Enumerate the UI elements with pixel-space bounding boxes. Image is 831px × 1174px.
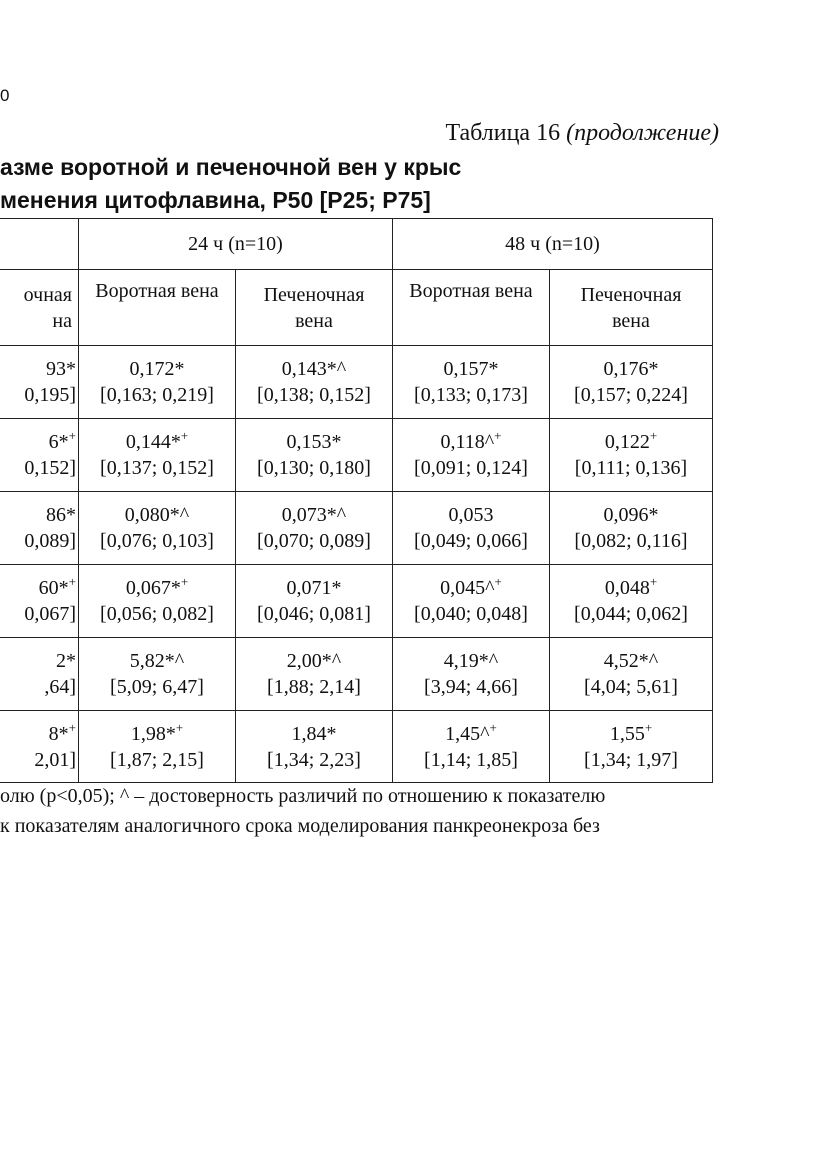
- cell-value: 0,157*: [443, 358, 499, 380]
- cell-range: [1,34; 1,97]: [584, 748, 678, 771]
- table-cell-cut: [0, 638, 79, 711]
- cell-range: [0,163; 0,219]: [100, 384, 214, 406]
- cell-range: 0,195]: [24, 384, 76, 406]
- cell-range: [3,94; 4,66]: [424, 676, 518, 698]
- cell-value-line: [550, 575, 712, 601]
- cell-value-line: [79, 502, 235, 528]
- cell-value-line: [550, 502, 712, 528]
- cell-superscript: +: [68, 428, 76, 443]
- table-row: [0, 419, 713, 492]
- table-cell: [550, 492, 713, 565]
- table-row: [0, 638, 713, 711]
- cell-range: [0,049; 0,066]: [414, 530, 528, 552]
- cell-range: [0,111; 0,136]: [574, 457, 688, 479]
- cell-value: 0,153*: [286, 431, 342, 453]
- cell-range: [1,34; 2,23]: [267, 748, 361, 771]
- table-cell: [236, 638, 393, 711]
- cell-range: [0,046; 0,081]: [257, 603, 371, 625]
- table-cell: [236, 492, 393, 565]
- footnote-line-1: олю (p<0,05); ^ – достоверность различий по отношению к показателю: [0, 785, 606, 807]
- header-hepatic-line-1: Печеночная: [263, 283, 365, 306]
- cell-value: 0,172*: [129, 358, 185, 380]
- table-cell: [79, 711, 236, 783]
- cell-superscript: +: [180, 428, 189, 443]
- cell-superscript: +: [175, 719, 184, 735]
- cell-range: [0,044; 0,062]: [574, 603, 688, 625]
- cell-value-line: [236, 721, 392, 747]
- cell-value: 2*: [56, 650, 76, 672]
- cell-value: 1,55: [609, 722, 645, 745]
- table-cell: [550, 711, 713, 783]
- table-cell: [236, 565, 393, 638]
- cell-value: 0,144*: [125, 431, 181, 453]
- table-cell: [79, 565, 236, 638]
- cell-range: [0,091; 0,124]: [414, 457, 528, 479]
- cell-value-line: [236, 502, 392, 528]
- table-cell: [550, 638, 713, 711]
- cell-value: 0,053: [448, 504, 494, 526]
- cell-value-line: [0, 502, 76, 528]
- cell-value-line: [393, 648, 549, 674]
- header-cut-hepatic: [0, 270, 79, 346]
- page-number: 0: [0, 86, 10, 105]
- cell-value: 0,073*^: [281, 504, 347, 526]
- header-group-24h: 24 ч (n=10): [79, 219, 393, 270]
- cell-range: [0,133; 0,173]: [414, 384, 528, 406]
- data-table: [0, 218, 713, 783]
- table-cell: [393, 565, 550, 638]
- cell-superscript: +: [494, 574, 502, 589]
- cell-superscript: +: [649, 574, 658, 589]
- cell-value-line: [550, 721, 712, 747]
- table-title-line-1: азме воротной и печеночной вен у крыс: [0, 154, 462, 180]
- table-cell-cut: [0, 565, 79, 638]
- cell-superscript: +: [494, 428, 502, 443]
- header-cut-line-1: очная: [23, 283, 72, 306]
- header-portal-48h: Воротная вена: [393, 270, 550, 346]
- cell-value: 0,143*^: [281, 358, 347, 380]
- cell-range: [1,87; 2,15]: [110, 748, 204, 771]
- header-group-48h: 48 ч (n=10): [393, 219, 713, 270]
- cell-range: [5,09; 6,47]: [110, 676, 204, 698]
- cell-value: 2,00*^: [286, 650, 342, 672]
- cell-value-line: [79, 429, 235, 455]
- cell-value-line: [236, 429, 392, 455]
- cell-value-line: [0, 429, 76, 455]
- cell-value-line: [550, 356, 712, 382]
- cell-value-line: [550, 648, 712, 674]
- header-cut-line-2: на: [52, 309, 72, 332]
- header-portal-24h: Воротная вена: [79, 270, 236, 346]
- cell-value-line: [393, 356, 549, 382]
- cell-superscript: +: [180, 574, 189, 589]
- cell-value-line: [79, 356, 235, 382]
- cell-value: 6*: [48, 431, 69, 453]
- cell-value-line: [0, 721, 76, 747]
- table-cell: [550, 346, 713, 419]
- cell-range: [0,040; 0,048]: [414, 603, 528, 625]
- table-row: [0, 346, 713, 419]
- cell-value-line: [0, 356, 76, 382]
- cell-value-line: [393, 575, 549, 601]
- table-cell: [236, 419, 393, 492]
- table-row: [0, 565, 713, 638]
- table-cell: [236, 346, 393, 419]
- cell-range: [0,082; 0,116]: [574, 530, 688, 552]
- cell-value: 0,067*: [125, 577, 181, 599]
- cell-value: 4,19*^: [443, 650, 499, 672]
- table-cell: [236, 711, 393, 783]
- cell-value-line: [393, 721, 549, 747]
- cell-range: ,64]: [44, 676, 76, 698]
- table-cell: [393, 711, 550, 783]
- header-hepatic-48h: [550, 270, 713, 346]
- table-cell: [79, 419, 236, 492]
- cell-value: 1,98*: [130, 722, 176, 745]
- cell-range: [0,070; 0,089]: [257, 530, 371, 552]
- cell-range: [0,076; 0,103]: [100, 530, 214, 552]
- cell-superscript: +: [644, 719, 653, 735]
- cell-value: 1,84*: [291, 722, 337, 745]
- cell-value: 0,045^: [440, 577, 495, 599]
- cell-range: [4,04; 5,61]: [584, 676, 678, 698]
- cell-range: [0,130; 0,180]: [257, 457, 371, 479]
- table-label: [445, 120, 719, 147]
- cell-value: 5,82*^: [129, 650, 185, 672]
- table-cell-cut: [0, 346, 79, 419]
- cell-value: 0,096*: [603, 504, 659, 526]
- footnote-line-2: к показателям аналогичного срока моделирования панкреонекроза без: [0, 815, 600, 837]
- cell-value-line: [393, 502, 549, 528]
- cell-value: 0,071*: [286, 577, 342, 599]
- table-label-continuation: (продолжение): [566, 120, 719, 146]
- cell-value: 4,52*^: [603, 650, 659, 672]
- cell-superscript: +: [68, 719, 76, 735]
- cell-value: 86*: [46, 504, 76, 526]
- header-hepatic-24h: [236, 270, 393, 346]
- header-hepatic-line-2: вена: [612, 309, 650, 332]
- cell-value: 0,122: [604, 431, 650, 453]
- cell-superscript: +: [489, 719, 497, 735]
- cell-value: 0,118^: [440, 431, 495, 453]
- header-cut-cell: [0, 219, 79, 270]
- table-label-main: Таблица 16: [445, 120, 561, 146]
- cell-value-line: [79, 721, 235, 747]
- cell-value-line: [0, 648, 76, 674]
- cell-value: 1,45^: [445, 722, 490, 745]
- table-cell: [550, 565, 713, 638]
- table-cell: [79, 492, 236, 565]
- cell-value-line: [236, 356, 392, 382]
- table-cell: [393, 346, 550, 419]
- header-row-groups: [0, 219, 713, 270]
- cell-value-line: [236, 575, 392, 601]
- table-cell: [393, 492, 550, 565]
- table-cell: [79, 346, 236, 419]
- cell-range: [1,14; 1,85]: [424, 748, 518, 771]
- cell-value: 0,080*^: [124, 504, 190, 526]
- cell-range: 0,067]: [24, 603, 76, 625]
- table-row: [0, 492, 713, 565]
- cell-range: 0,152]: [24, 457, 76, 479]
- header-hepatic-line-1: Печеночная: [580, 283, 682, 306]
- table-cell: [79, 638, 236, 711]
- header-hepatic-line-2: вена: [295, 309, 333, 332]
- table-cell-cut: [0, 492, 79, 565]
- cell-value-line: [393, 429, 549, 455]
- table-title-line-2: менения цитофлавина, Р50 [Р25; Р75]: [0, 187, 431, 213]
- cell-value: 93*: [46, 358, 76, 380]
- cell-range: [0,138; 0,152]: [257, 384, 371, 406]
- cell-range: [0,056; 0,082]: [100, 603, 214, 625]
- cell-superscript: +: [68, 574, 76, 589]
- table-cell: [393, 638, 550, 711]
- cell-value: 0,176*: [603, 358, 659, 380]
- table-cell-cut: [0, 711, 79, 783]
- table-cell: [393, 419, 550, 492]
- table-cell-cut: [0, 419, 79, 492]
- cell-range: 0,089]: [24, 530, 76, 552]
- cell-value: 60*: [38, 577, 69, 599]
- cell-range: [0,157; 0,224]: [574, 384, 688, 406]
- cell-value-line: [0, 575, 76, 601]
- cell-value-line: [550, 429, 712, 455]
- table-cell: [550, 419, 713, 492]
- cell-range: [1,88; 2,14]: [267, 676, 361, 698]
- cell-value-line: [236, 648, 392, 674]
- cell-value: 8*: [48, 722, 69, 745]
- cell-range: [0,137; 0,152]: [100, 457, 214, 479]
- cell-value-line: [79, 575, 235, 601]
- cell-value-line: [79, 648, 235, 674]
- cell-range: 2,01]: [34, 748, 76, 771]
- cell-value: 0,048: [604, 577, 650, 599]
- header-row-veins: [0, 270, 713, 346]
- table-row: [0, 711, 713, 783]
- cell-superscript: +: [649, 428, 658, 443]
